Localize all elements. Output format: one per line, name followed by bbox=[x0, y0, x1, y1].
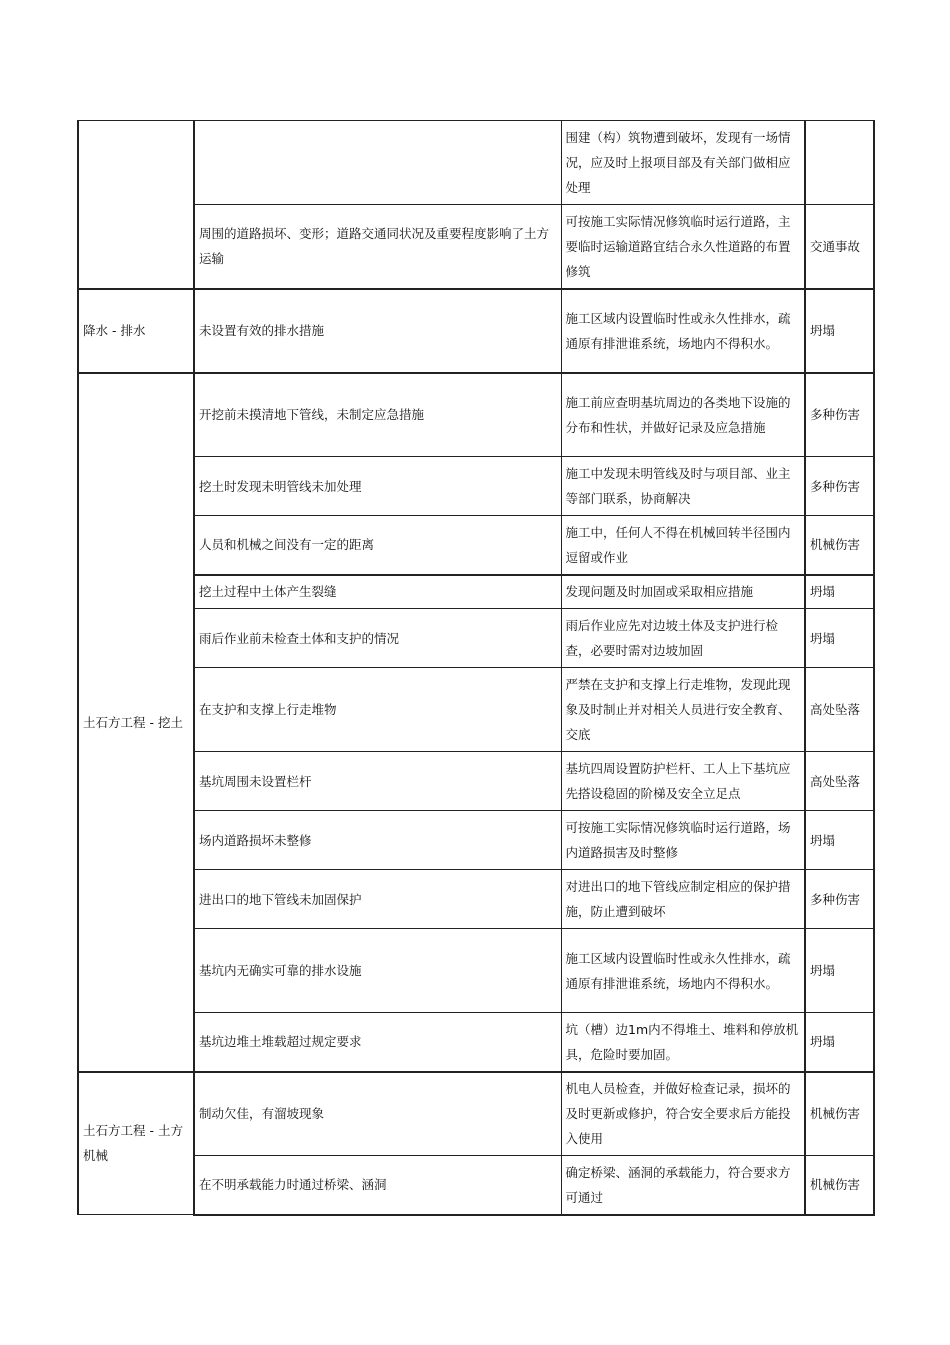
risk-cell: 开挖前未摸清地下管线，未制定应急措施 bbox=[194, 373, 561, 457]
work-stage-cell bbox=[78, 121, 194, 289]
accident-cell: 坍塌 bbox=[805, 1013, 874, 1072]
accident-cell: 坍塌 bbox=[805, 289, 874, 373]
risk-cell: 在支护和支撑上行走堆物 bbox=[194, 668, 561, 752]
risk-cell: 雨后作业前未检查土体和支护的情况 bbox=[194, 609, 561, 668]
risk-cell: 进出口的地下管线未加固保护 bbox=[194, 870, 561, 929]
table-row bbox=[78, 811, 874, 870]
measure-cell: 围建（构）筑物遭到破坏，发现有一场情况，应及时上报项目部及有关部门做相应处理 bbox=[561, 121, 805, 205]
table-row bbox=[78, 752, 874, 811]
risk-cell: 场内道路损坏未整修 bbox=[194, 811, 561, 870]
table-row bbox=[78, 1072, 874, 1156]
accident-cell: 坍塌 bbox=[805, 811, 874, 870]
table-row bbox=[78, 373, 874, 457]
hazard-table bbox=[77, 120, 875, 1216]
measure-cell: 施工区域内设置临时性或永久性排水，疏通原有排泄谁系统，场地内不得积水。 bbox=[561, 289, 805, 373]
table-row bbox=[78, 1013, 874, 1072]
measure-cell: 坑（槽）边1m内不得堆土、堆料和停放机具，危险时要加固。 bbox=[561, 1013, 805, 1072]
accident-cell: 多种伤害 bbox=[805, 870, 874, 929]
risk-cell: 基坑内无确实可靠的排水设施 bbox=[194, 929, 561, 1013]
risk-cell: 基坑边堆土堆载超过规定要求 bbox=[194, 1013, 561, 1072]
measure-cell: 施工前应查明基坑周边的各类地下设施的分布和性状，并做好记录及应急措施 bbox=[561, 373, 805, 457]
work-stage-cell: 土石方工程 - 土方机械 bbox=[78, 1072, 194, 1215]
risk-cell: 挖土过程中土体产生裂缝 bbox=[194, 575, 561, 609]
work-stage-cell: 土石方工程 - 挖土 bbox=[78, 373, 194, 1072]
table-row bbox=[78, 929, 874, 1013]
measure-cell: 施工中发现未明管线及时与项目部、业主等部门联系，协商解决 bbox=[561, 457, 805, 516]
work-stage-cell: 降水 - 排水 bbox=[78, 289, 194, 373]
measure-cell: 机电人员检查，并做好检查记录，损坏的及时更新或修护，符合安全要求后方能投入使用 bbox=[561, 1072, 805, 1156]
measure-cell: 可按施工实际情况修筑临时运行道路，主要临时运输道路宜结合永久性道路的布置修筑 bbox=[561, 205, 805, 289]
risk-cell bbox=[194, 121, 561, 205]
measure-cell: 发现问题及时加固或采取相应措施 bbox=[561, 575, 805, 609]
table-row bbox=[78, 668, 874, 752]
accident-cell: 坍塌 bbox=[805, 609, 874, 668]
measure-cell: 确定桥梁、涵洞的承载能力，符合要求方可通过 bbox=[561, 1156, 805, 1215]
accident-cell: 机械伤害 bbox=[805, 1072, 874, 1156]
measure-cell: 施工区域内设置临时性或永久性排水，疏通原有排泄谁系统，场地内不得积水。 bbox=[561, 929, 805, 1013]
accident-cell bbox=[805, 121, 874, 205]
table-row bbox=[78, 289, 874, 373]
accident-cell: 坍塌 bbox=[805, 929, 874, 1013]
accident-cell: 高处坠落 bbox=[805, 752, 874, 811]
table-row bbox=[78, 516, 874, 575]
accident-cell: 高处坠落 bbox=[805, 668, 874, 752]
accident-cell: 多种伤害 bbox=[805, 373, 874, 457]
risk-cell: 基坑周围未设置栏杆 bbox=[194, 752, 561, 811]
accident-cell: 坍塌 bbox=[805, 575, 874, 609]
table-row bbox=[78, 1156, 874, 1215]
risk-cell: 在不明承载能力时通过桥梁、涵洞 bbox=[194, 1156, 561, 1215]
accident-cell: 机械伤害 bbox=[805, 1156, 874, 1215]
accident-cell: 机械伤害 bbox=[805, 516, 874, 575]
risk-cell: 制动欠佳，有溜坡现象 bbox=[194, 1072, 561, 1156]
risk-cell: 挖土时发现未明管线未加处理 bbox=[194, 457, 561, 516]
table-row bbox=[78, 870, 874, 929]
accident-cell: 交通事故 bbox=[805, 205, 874, 289]
measure-cell: 可按施工实际情况修筑临时运行道路，场内道路损害及时整修 bbox=[561, 811, 805, 870]
measure-cell: 施工中，任何人不得在机械回转半径围内逗留或作业 bbox=[561, 516, 805, 575]
table-row bbox=[78, 205, 874, 289]
measure-cell: 基坑四周设置防护栏杆、工人上下基坑应先搭设稳固的阶梯及安全立足点 bbox=[561, 752, 805, 811]
measure-cell: 对进出口的地下管线应制定相应的保护措施，防止遭到破坏 bbox=[561, 870, 805, 929]
table-row bbox=[78, 457, 874, 516]
table-row bbox=[78, 609, 874, 668]
risk-cell: 周围的道路损坏、变形；道路交通同状况及重要程度影响了土方运输 bbox=[194, 205, 561, 289]
table-row bbox=[78, 575, 874, 609]
risk-cell: 未设置有效的排水措施 bbox=[194, 289, 561, 373]
risk-cell: 人员和机械之间没有一定的距离 bbox=[194, 516, 561, 575]
measure-cell: 雨后作业应先对边坡土体及支护进行检查，必要时需对边坡加固 bbox=[561, 609, 805, 668]
measure-cell: 严禁在支护和支撑上行走堆物，发现此现象及时制止并对相关人员进行安全教育、交底 bbox=[561, 668, 805, 752]
accident-cell: 多种伤害 bbox=[805, 457, 874, 516]
table-row bbox=[78, 121, 874, 205]
